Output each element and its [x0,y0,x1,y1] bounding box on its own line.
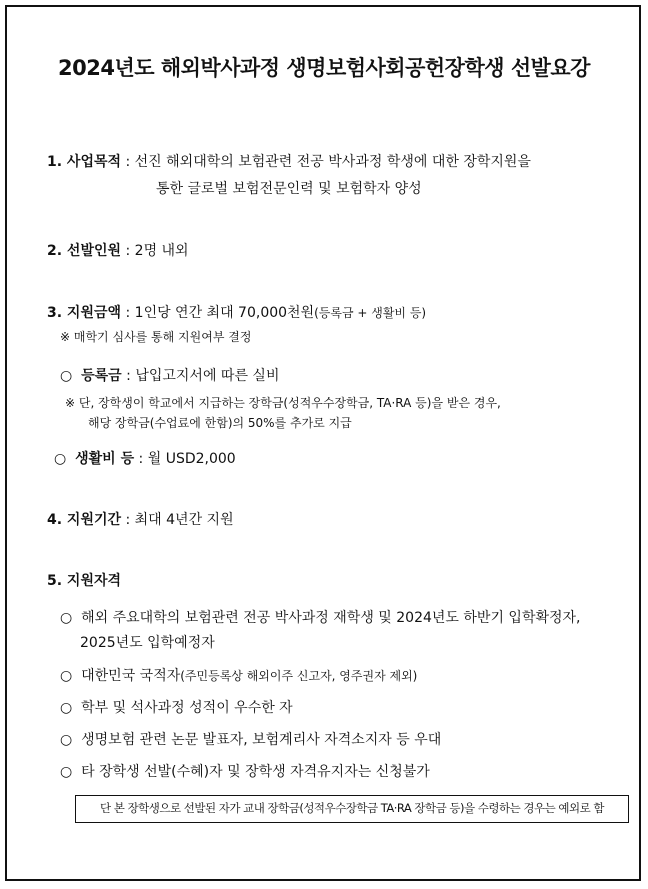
eligibility-item-text-2: 2025년도 입학예정자 [80,635,215,651]
living-label: 생활비 등 [75,451,135,467]
tuition-note-1: ※ 단, 장학생이 학교에서 지급하는 장학금(성적우수장학금, TA·RA 등)을 받은 경우, [65,396,501,410]
section-purpose-label: 1. 사업목적 [47,154,122,170]
bullet-icon: ○ [60,732,73,748]
section-amount-note: ※ 매학기 심사를 통해 지원여부 결정 [60,330,252,344]
separator: : [121,512,135,528]
eligibility-item-text: 대한민국 국적자 [81,668,181,684]
bullet-icon: ○ [60,764,73,780]
section-amount-value-note: (등록금 + 생활비 등) [314,306,427,320]
eligibility-item [60,699,293,717]
eligibility-item [60,609,581,627]
document-frame [5,5,641,881]
tuition-row [60,367,279,385]
eligibility-item-text: 생명보험 관련 논문 발표자, 보험계리사 자격소지자 등 우대 [81,732,442,748]
eligibility-item-text: 해외 주요대학의 보험관련 전공 박사과정 재학생 및 2024년도 하반기 입학확정자, [81,610,581,626]
eligibility-item-text: 타 장학생 선발(수혜)자 및 장학생 자격유지자는 신청불가 [81,764,430,780]
section-headcount-label: 2. 선발인원 [47,243,122,259]
living-row [54,450,236,468]
section-period [47,511,234,529]
bullet-icon: ○ [60,668,73,684]
separator: : [121,243,135,259]
separator: : [121,368,136,384]
section-period-value: 최대 4년간 지원 [134,512,234,528]
eligibility-item [60,763,430,781]
section-amount-value: 1인당 연간 최대 70,000천원 [134,305,315,321]
bullet-icon: ○ [60,368,73,384]
eligibility-item-text: 학부 및 석사과정 성적이 우수한 자 [81,700,293,716]
section-amount [47,304,426,322]
section-headcount [47,242,189,260]
notice-box: 단 본 장학생으로 선발된 자가 교내 장학금(성적우수장학금 TA·RA 장학금 등)을 수령하는 경우는 예외로 함 [75,795,629,823]
separator: : [121,154,135,170]
section-period-label: 4. 지원기간 [47,512,122,528]
eligibility-item-note: (주민등록상 해외이주 신고자, 영주권자 제외) [180,669,418,683]
tuition-label: 등록금 [81,368,122,384]
bullet-icon: ○ [54,451,67,467]
section-purpose-text-1: 선진 해외대학의 보험관련 전공 박사과정 학생에 대한 장학지원을 [134,154,531,170]
bullet-icon: ○ [60,700,73,716]
separator: : [121,305,135,321]
eligibility-item [60,667,417,685]
section-purpose-text-2: 통한 글로벌 보험전문인력 및 보험학자 양성 [156,181,422,197]
tuition-note-2: 해당 장학금(수업료에 한함)의 50%를 추가로 지급 [88,416,352,430]
section-amount-label: 3. 지원금액 [47,305,122,321]
section-headcount-value: 2명 내외 [134,243,189,259]
eligibility-item [60,731,441,749]
bullet-icon: ○ [60,610,73,626]
section-eligibility-label: 5. 지원자격 [47,573,122,589]
separator: : [134,451,148,467]
living-value: 월 USD2,000 [147,451,236,467]
page-title: 2024년도 해외박사과정 생명보험사회공헌장학생 선발요강 [58,56,590,80]
section-purpose [47,153,531,171]
tuition-value: 납입고지서에 따른 실비 [135,368,280,384]
